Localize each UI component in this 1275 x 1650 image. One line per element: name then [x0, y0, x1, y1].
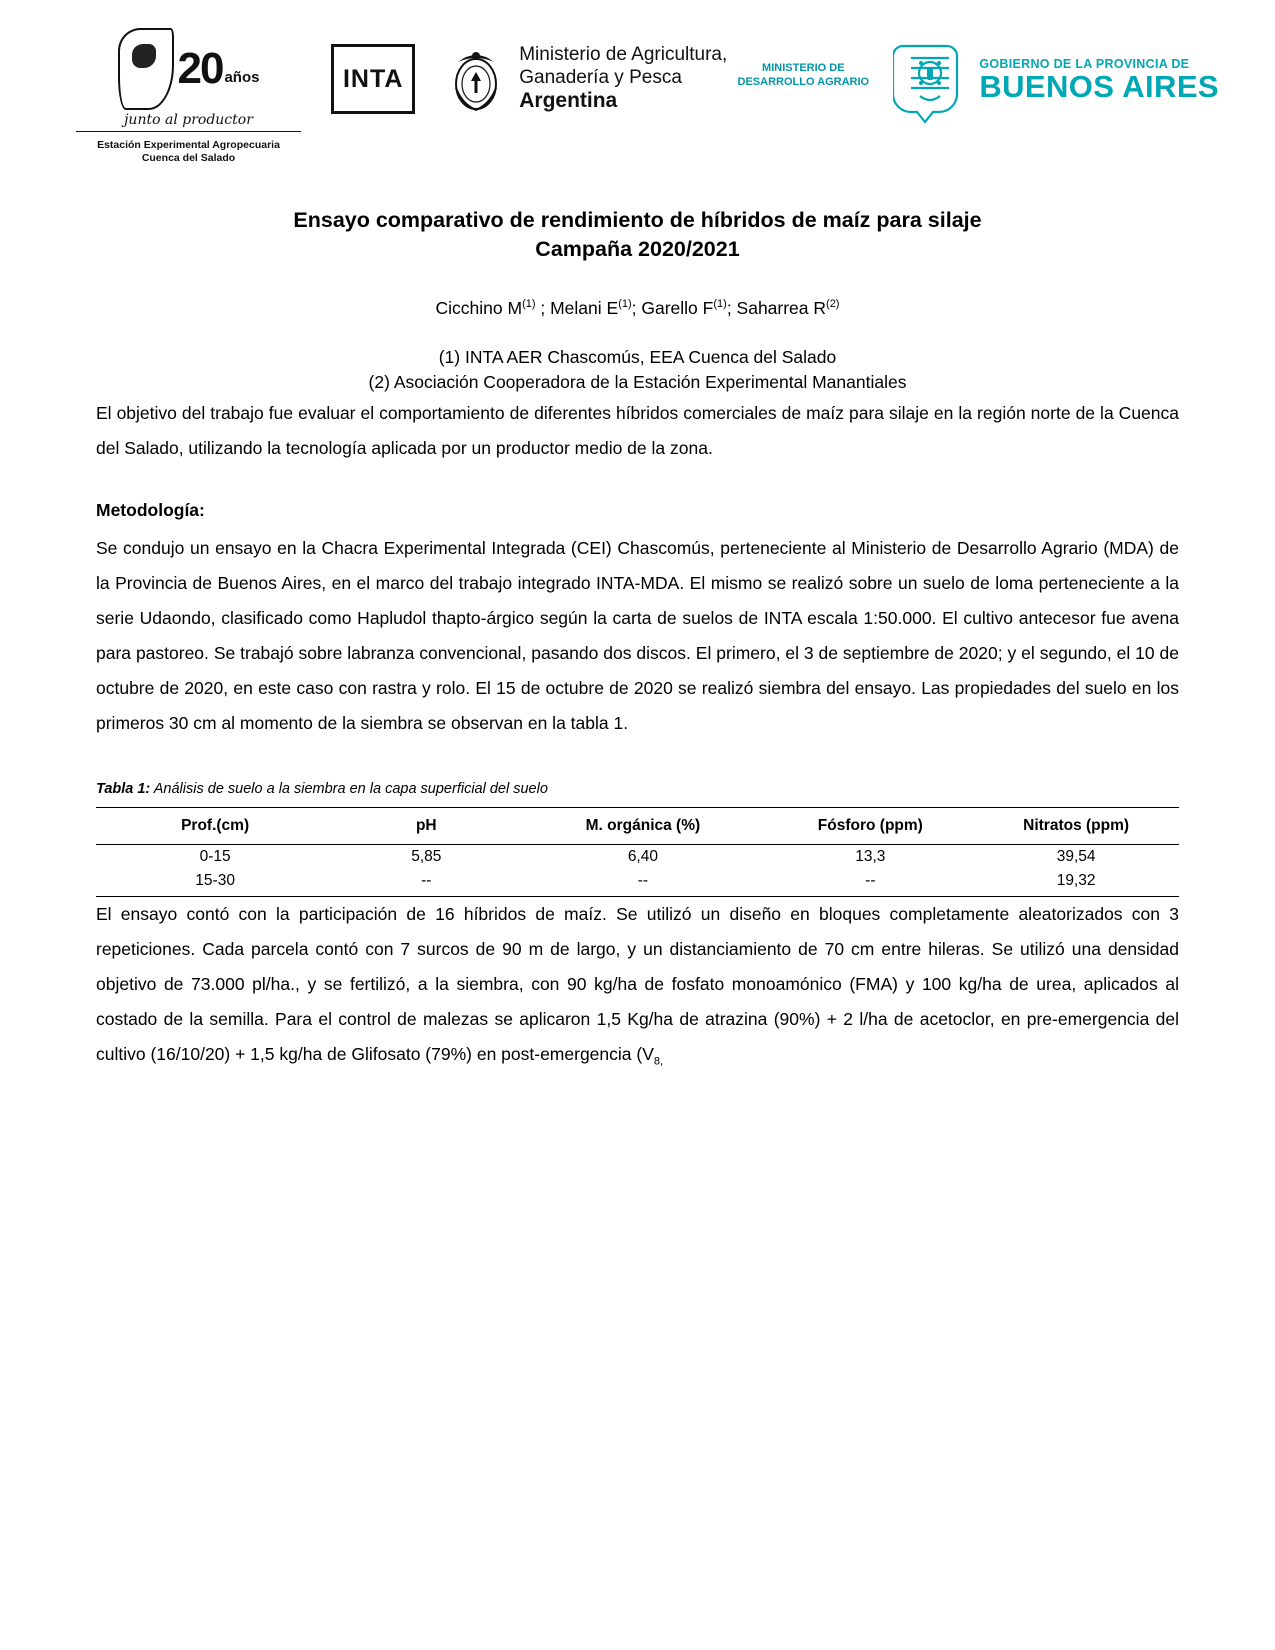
title-line2: Campaña 2020/2021 [535, 237, 740, 262]
methodology-paragraph: Se condujo un ensayo en la Chacra Experimental Integrada (CEI) Chascomús, perteneciente al Ministerio de Desarrollo Agrario (MDA) de la Provincia de Buenos Aires, en el marco del trabajo integrado INTA-MDA. El mismo se realizó sobre un suelo de loma perteneciente a la serie Udaondo, clasificado como Hapludol thapto-árgico según la carta de suelos de INTA escala 1:50.000. El cultivo antecesor fue avena para pastoreo. Se trabajó sobre labranza convencional, pasando dos discos. El primero, el 3 de septiembre de 2020; y el segundo, el 10 de octubre de 2020, en este caso con rastra y rolo. El 15 de octubre de 2020 se realizó siembra del ensayo. Las propiedades del suelo en los primeros 30 cm al momento de la siembra se observan en la tabla 1. [96, 537, 1179, 733]
logo-ministerio-agricultura [449, 44, 727, 114]
table-row [96, 869, 1179, 897]
table-caption-text: Análisis de suelo a la siembra en la capa superficial del suelo [150, 780, 548, 797]
cell-materia-organica: 6,40 [627, 847, 658, 865]
affiliation-1: (1) INTA AER Chascomús, EEA Cuenca del Salado [438, 347, 837, 368]
logo-anios-label: años [224, 69, 260, 86]
pba-line1: GOBIERNO DE LA PROVINCIA DE [979, 57, 1190, 72]
table-header-row [96, 807, 1179, 844]
authors-line: Cicchino $M^{(1)}$ ; Melani $E^{(1)}$; Garello $F^{(1)}$; Saharrea $R^{(2)}$ [435, 298, 840, 319]
cell-prof: 0-15 [199, 847, 231, 865]
table-caption [96, 781, 1179, 797]
column-header-materia-organica: M. orgánica (%) [518, 807, 767, 844]
cell-nitratos: 19,32 [973, 869, 1179, 897]
cell-prof: 15-30 [96, 869, 334, 897]
logo-provincia-buenos-aires [893, 38, 1219, 124]
cell-ph: -- [334, 869, 518, 897]
logo-divider [76, 131, 301, 132]
mda-line2: DESARROLLO AGRARIO [737, 75, 870, 88]
table-caption-label: Tabla 1: [96, 780, 151, 797]
logo-inta-box [331, 44, 415, 114]
ministerio-line1: Ministerio de Agricultura, [519, 44, 728, 66]
title-line1: Ensayo comparativo de rendimiento de híbridos de maíz para silaje [293, 208, 982, 232]
intro-paragraph: El objetivo del trabajo fue evaluar el comportamiento de diferentes híbridos comerciales de maíz para silaje en la región norte de la Cuenca del Salado, utilizando la tecnología aplicada por un productor medio de la zona. [96, 402, 1179, 458]
cell-materia-organica: -- [518, 869, 767, 897]
paragraph-after-table: El ensayo contó con la participación de 16 híbridos de maíz. Se utilizó un diseño en bloques completamente aleatorizados con 3 repeticiones. Cada parcela contó con 7 surcos de 90 m de largo, y un distanciamiento de 70 cm entre hileras. Se utilizó una densidad objetivo de 73.000 pl/ha., y se fertilizó, a la siembra, con 90 kg/ha de fosfato monoamónico (FMA) y 100 kg/ha de urea, aplicados al costado de la semilla. Para el control de malezas se aplicaron 1,5 Kg/ha de atrazina (90%) + 2 l/ha de acetoclor, en pre-emergencia del cultivo (16/10/20) + 1,5 kg/ha de Glifosato (79%) en post-emergencia ($V_{8,}$ [96, 903, 1179, 1068]
mda-line1: MINISTERIO DE [762, 62, 845, 74]
column-header-fosforo: Fósforo (ppm) [767, 807, 973, 844]
logo-caption-line2: Cuenca del Salado [141, 152, 236, 165]
ministerio-line2: Ganadería y Pesca [519, 66, 682, 88]
logo-tagline: junto al productor [124, 112, 253, 128]
document-header [56, 28, 1219, 165]
pba-line2: BUENOS AIRES [979, 69, 1219, 105]
column-header-nitratos: Nitratos (ppm) [973, 807, 1179, 844]
cell-fosforo: -- [767, 869, 973, 897]
soil-analysis-table [96, 807, 1179, 897]
affiliations [96, 345, 1179, 396]
affiliation-2: (2) Asociación Cooperadora de la Estación Experimental Manantiales [368, 372, 907, 393]
logo-inta-label: INTA [342, 64, 404, 93]
cell-ph: 5,85 [411, 847, 442, 865]
page-title [96, 206, 1179, 264]
logo-group-nacion [331, 44, 727, 114]
logo-inta-20-anios [56, 28, 321, 165]
cell-nitratos: 39,54 [1056, 847, 1096, 865]
logo-ministerio-desarrollo-agrario [738, 62, 870, 90]
column-header-prof: Prof.(cm) [96, 807, 334, 844]
section-heading-metodologia: Metodología: [96, 499, 205, 520]
column-header-ph: pH [334, 807, 518, 844]
cell-fosforo: 13,3 [855, 847, 886, 865]
table-row [96, 844, 1179, 869]
ministerio-line3: Argentina [519, 89, 618, 113]
provincia-emblem-icon [893, 38, 967, 124]
logo-number-20: 20 [177, 44, 223, 93]
buenos-aires-map-icon [118, 28, 174, 110]
escudo-nacional-icon [449, 44, 503, 114]
logo-caption-line1: Estación Experimental Agropecuaria [97, 139, 280, 151]
